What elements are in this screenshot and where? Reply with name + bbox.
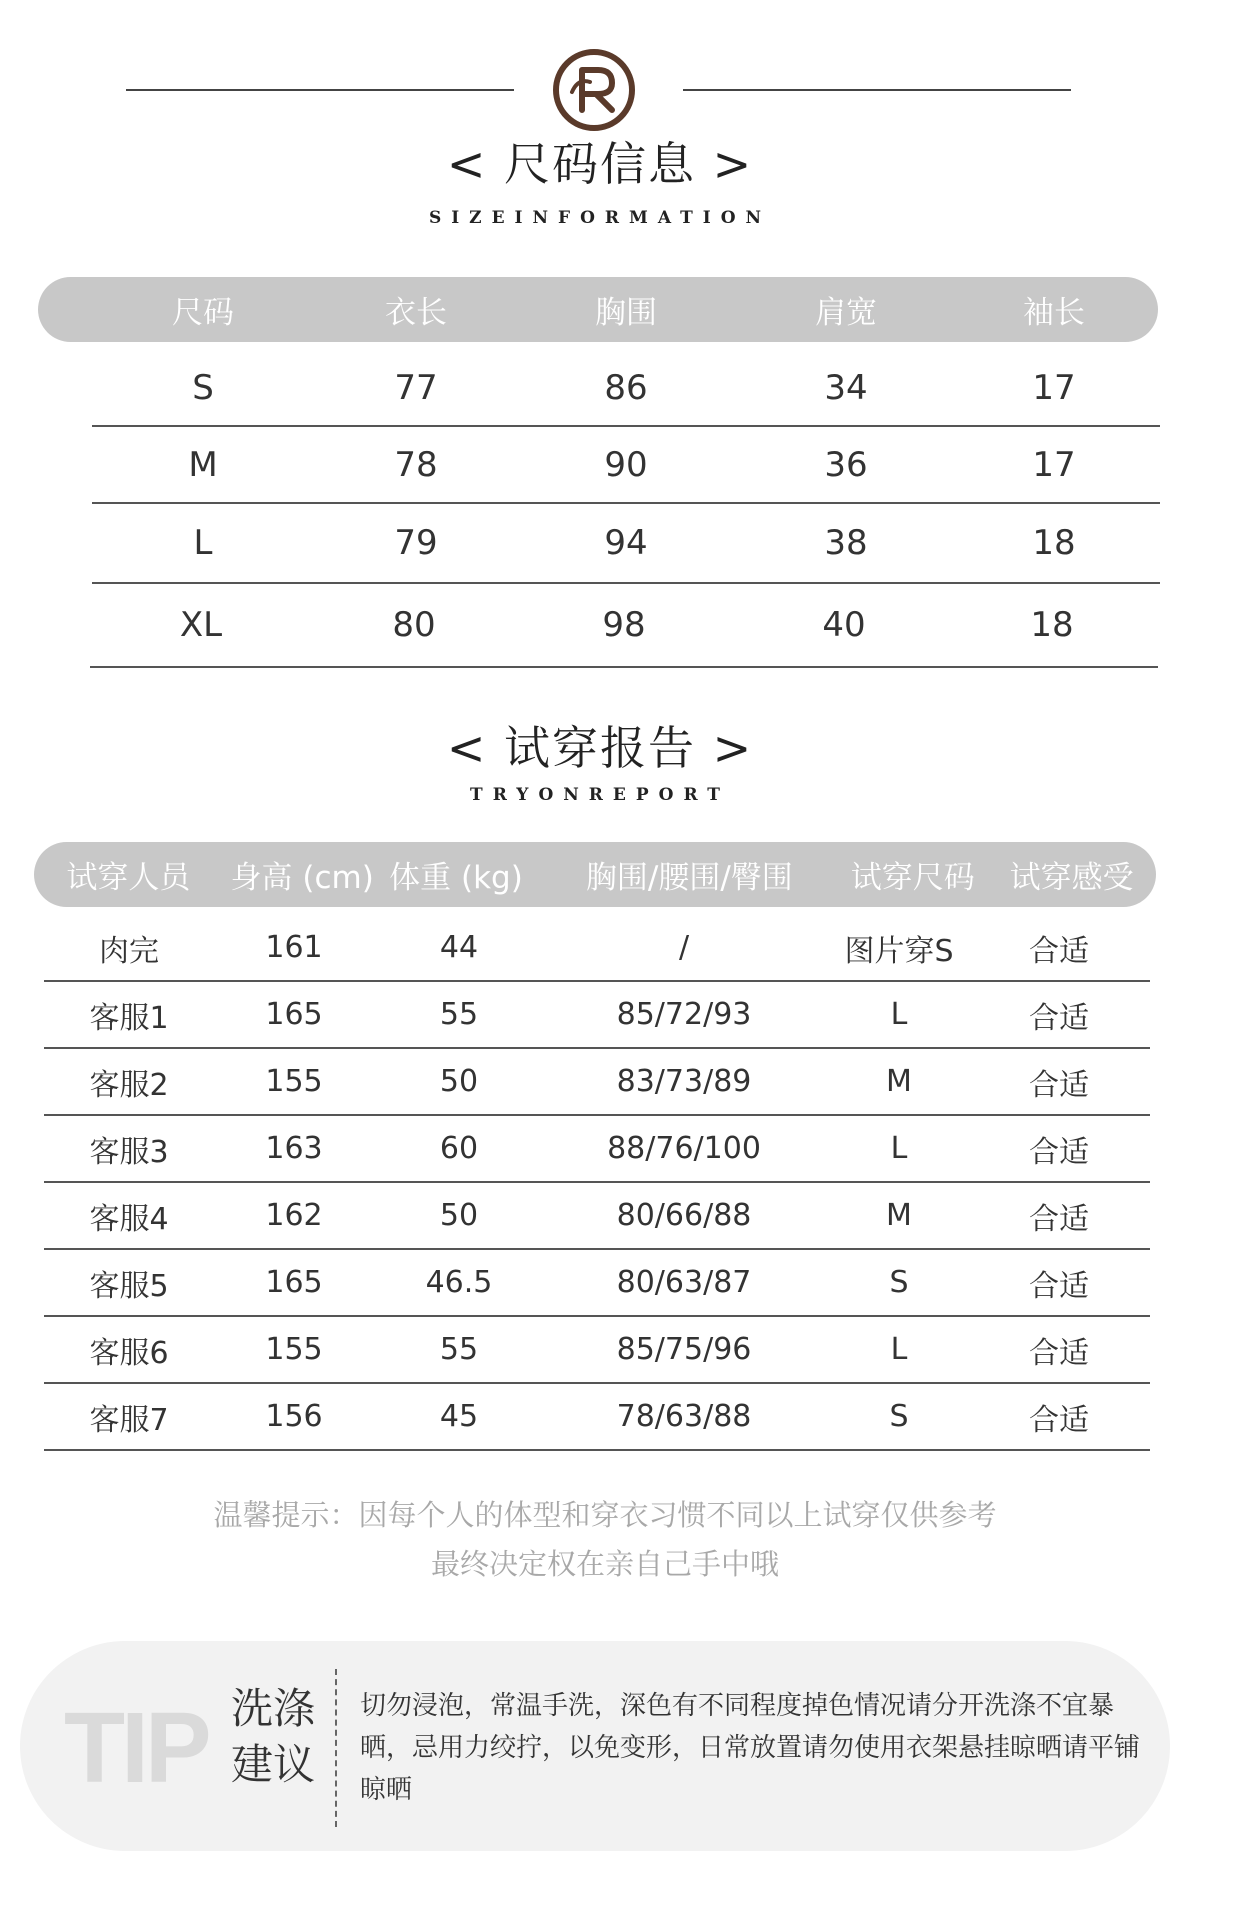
table-row: [92, 427, 1160, 504]
size-header-cell: 衣长: [385, 295, 447, 331]
measurements-cell: /: [678, 930, 690, 965]
shoulder-cell: 36: [824, 444, 868, 485]
logo-header: [0, 28, 1255, 128]
measurements-cell: 88/76/100: [607, 1131, 761, 1166]
tester-cell: 客服3: [89, 1134, 169, 1170]
weight-cell: 50: [439, 1198, 479, 1233]
feeling-cell: 合适: [1029, 1402, 1089, 1438]
try-section-subtitle: TRYONREPORT: [470, 785, 730, 805]
weight-cell: 60: [439, 1131, 479, 1166]
table-row: [92, 350, 1160, 427]
weight-cell: 50: [439, 1064, 479, 1099]
height-cell: 156: [265, 1399, 323, 1434]
height-cell: 161: [265, 930, 323, 965]
weight-cell: 55: [439, 1332, 479, 1367]
table-row: [90, 584, 1158, 668]
sleeve-cell: 17: [1032, 367, 1076, 408]
feeling-cell: 合适: [1029, 933, 1089, 969]
tried-size-cell: S: [889, 1399, 909, 1434]
table-row: [44, 982, 1150, 1049]
tester-cell: 客服6: [89, 1335, 169, 1371]
tried-size-cell: 图片穿S: [844, 933, 954, 969]
shoulder-cell: 38: [824, 523, 868, 563]
size-cell: M: [188, 444, 218, 485]
tester-cell: 客服4: [89, 1201, 169, 1237]
try-header-cell: 胸围/腰围/臀围: [585, 860, 793, 896]
weight-cell: 55: [439, 997, 479, 1032]
table-row: [44, 915, 1150, 982]
height-cell: 155: [265, 1332, 323, 1367]
try-header-cell: 体重 (kg): [389, 860, 523, 896]
brand-logo-icon: [552, 48, 636, 132]
shoulder-cell: 34: [824, 367, 868, 408]
tester-cell: 客服1: [89, 1000, 169, 1036]
tip-text: 切勿浸泡，常温手洗，深色有不同程度掉色情况请分开洗涤不宜暴晒，忌用力绞拧，以免变形，日常放置请勿使用衣架悬挂晾晒请平铺晾晒: [360, 1691, 1141, 1805]
try-header-cell: 试穿人员: [66, 860, 191, 896]
feeling-cell: 合适: [1029, 1335, 1089, 1371]
try-header-cell: 身高 (cm): [230, 860, 374, 896]
bust-cell: 86: [604, 367, 648, 408]
bust-cell: 94: [604, 523, 648, 563]
height-cell: 163: [265, 1131, 323, 1166]
tester-cell: 客服7: [89, 1402, 169, 1438]
length-cell: 79: [394, 523, 438, 563]
try-header-cell: 试穿感受: [1009, 860, 1134, 896]
feeling-cell: 合适: [1029, 1000, 1089, 1036]
height-cell: 165: [265, 1265, 323, 1300]
height-cell: 162: [265, 1198, 323, 1233]
size-header-cell: 肩宽: [815, 295, 877, 331]
size-section-subtitle: SIZEINFORMATION: [428, 208, 772, 228]
washing-tip-box: [20, 1641, 1170, 1851]
table-row: [92, 504, 1160, 584]
feeling-cell: 合适: [1029, 1067, 1089, 1103]
try-header-cell: 试穿尺码: [850, 860, 975, 896]
shoulder-cell: 40: [822, 605, 866, 645]
size-table-header: [38, 277, 1158, 342]
feeling-cell: 合适: [1029, 1201, 1089, 1237]
size-header-cell: 袖长: [1023, 295, 1085, 331]
notice-line-2: 最终决定权在亲自己手中哦: [430, 1547, 779, 1581]
measurements-cell: 83/73/89: [616, 1064, 752, 1099]
try-section-title: < 试穿报告 >: [446, 721, 754, 775]
tip-divider: [335, 1669, 337, 1827]
weight-cell: 44: [439, 930, 479, 965]
length-cell: 78: [394, 444, 438, 485]
tester-cell: 客服2: [89, 1067, 169, 1103]
tried-size-cell: M: [886, 1064, 912, 1099]
measurements-cell: 85/75/96: [616, 1332, 752, 1367]
length-cell: 80: [392, 605, 436, 645]
bust-cell: 98: [602, 605, 646, 645]
size-header-cell: 胸围: [595, 295, 657, 331]
tried-size-cell: S: [889, 1265, 909, 1300]
notice-line-1: 温馨提示：因每个人的体型和穿衣习惯不同以上试穿仅供参考: [213, 1498, 997, 1532]
table-row: [44, 1116, 1150, 1183]
tried-size-cell: M: [886, 1198, 912, 1233]
measurements-cell: 80/66/88: [616, 1198, 752, 1233]
table-row: [44, 1049, 1150, 1116]
weight-cell: 45: [439, 1399, 479, 1434]
weight-cell: 46.5: [425, 1265, 493, 1300]
size-header-cell: 尺码: [172, 295, 234, 331]
tester-cell: 肉完: [99, 933, 159, 969]
tried-size-cell: L: [890, 1131, 908, 1166]
measurements-cell: 80/63/87: [616, 1265, 752, 1300]
tip-label: 洗涤建议: [231, 1684, 316, 1789]
table-row: [44, 1317, 1150, 1384]
table-row: [44, 1183, 1150, 1250]
header-divider-left: [126, 89, 514, 91]
measurements-cell: 78/63/88: [616, 1399, 752, 1434]
size-cell: L: [193, 523, 213, 563]
try-table-header: [34, 842, 1156, 907]
table-row: [44, 1250, 1150, 1317]
measurements-cell: 85/72/93: [616, 997, 752, 1032]
feeling-cell: 合适: [1029, 1268, 1089, 1304]
size-cell: XL: [179, 605, 223, 645]
sleeve-cell: 17: [1032, 444, 1076, 485]
tried-size-cell: L: [890, 997, 908, 1032]
bust-cell: 90: [604, 444, 648, 485]
height-cell: 155: [265, 1064, 323, 1099]
size-section-title: < 尺码信息 >: [446, 137, 754, 191]
tip-watermark: TIP: [64, 1692, 208, 1804]
height-cell: 165: [265, 997, 323, 1032]
feeling-cell: 合适: [1029, 1134, 1089, 1170]
tried-size-cell: L: [890, 1332, 908, 1367]
size-cell: S: [192, 367, 214, 408]
sleeve-cell: 18: [1030, 605, 1074, 645]
header-divider-right: [683, 89, 1071, 91]
table-row: [44, 1384, 1150, 1451]
sleeve-cell: 18: [1032, 523, 1076, 563]
tester-cell: 客服5: [89, 1268, 169, 1304]
length-cell: 77: [394, 367, 438, 408]
